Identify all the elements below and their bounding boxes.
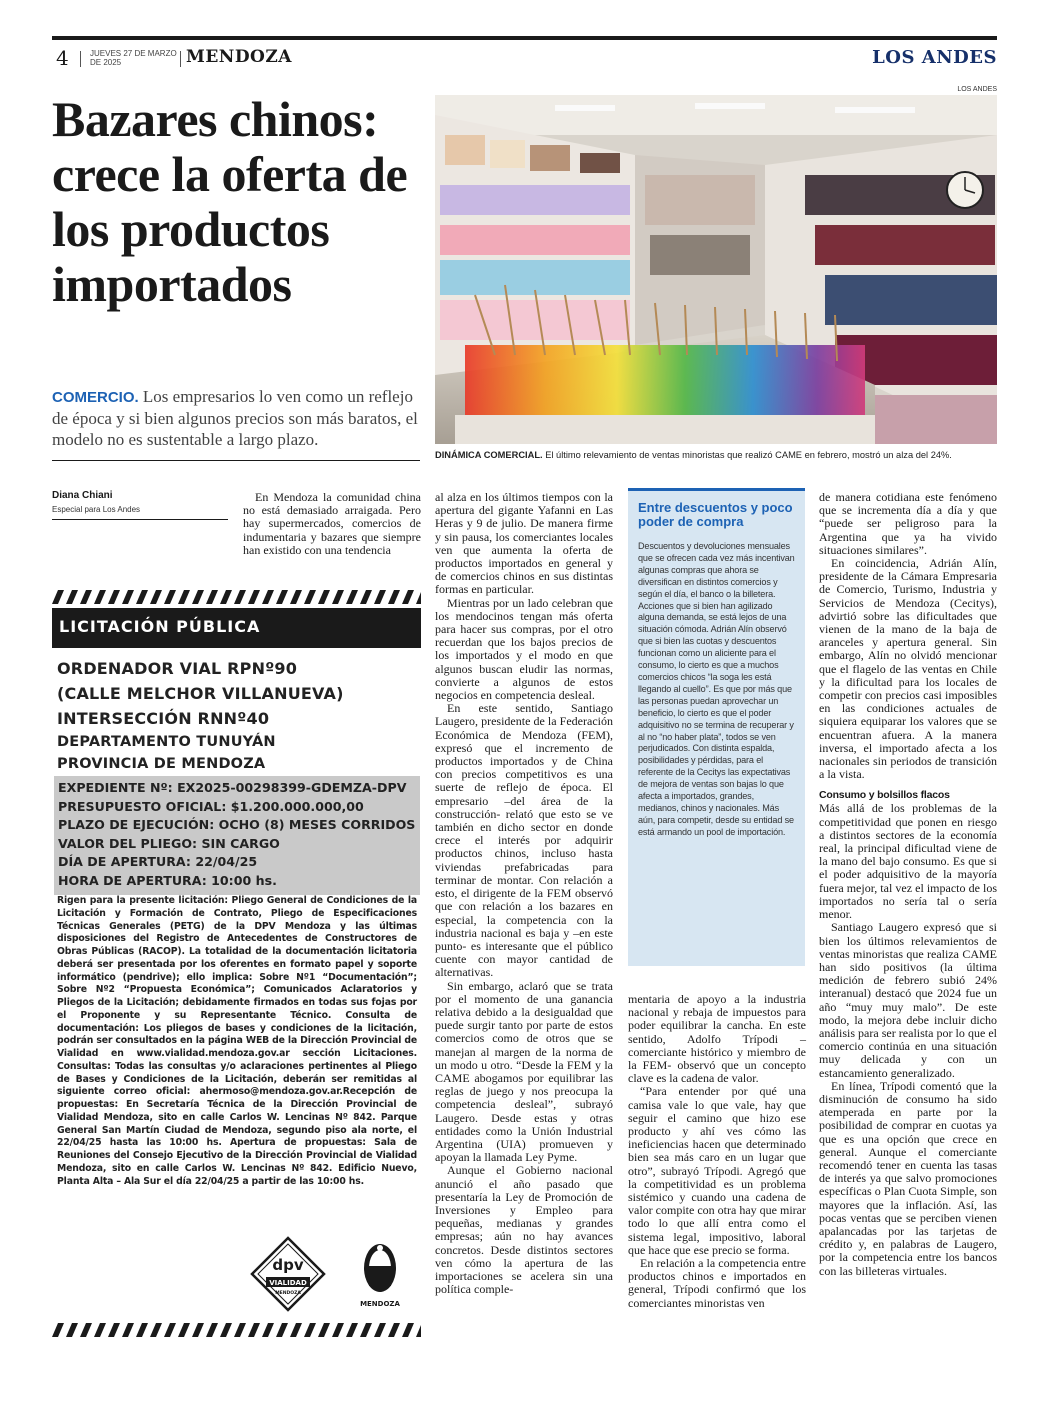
byline: [52, 490, 228, 520]
ad-stripe-top: [52, 590, 421, 604]
header-divider: [80, 51, 81, 67]
lead-rule: [52, 460, 420, 461]
dpv-logo-vialidad: VIALIDAD: [269, 1279, 307, 1287]
paragraph: “Para entender por qué una camisa vale lo que vale, hay que seguir el camino que hizo ese producto y ahí ves cómo las ineficiencias hacen que determinado bien sea más caro en un lugar que otro”, subrayó Trípodi. Agregó que la competitividad es un problema sistémico y cuando una cadena de valor compite con otra hay que mirar todo lo que allí entra como el sistema legal, impositivo, laboral que hace que ese precio se forma.: [628, 1084, 806, 1257]
ad-subheading-line: DEPARTAMENTO TUNUYÁN: [57, 734, 276, 750]
public-tender-ad: [52, 590, 421, 1339]
caption-text: El último relevamiento de ventas minoristas que realizó CAME en febrero, mostró un alza del 24%.: [545, 450, 952, 460]
ad-detail-line: HORA DE APERTURA: 10:00 hs.: [58, 872, 277, 888]
page-date: JUEVES 27 DE MARZO DE 2025: [90, 49, 177, 67]
article-column-4: [819, 491, 997, 1278]
gov-logo-label: MENDOZA: [360, 1300, 400, 1308]
ad-legal-text: Rigen para la presente licitación: Pliego General de Condiciones de la Licitación y Formación de Contrato, Pliego de Especificaciones Técnicas Generales (PETG) de la DPV Mendoza y las últimas disposiciones del Registro de Antecedentes de Constructores de Obras Públicas (RACOP). La totalidad de la documentación licitatoria deberá ser presentada por los oferentes en formato papel y soporte informático (pendrive); ello implica: Sobre Nº1 “Documentación”; Sobre Nº2 “Propuesta Económica”; Comunicados Aclaratorios y Pliegos de la Licitación; debidamente firmados en todas sus fojas por el Proponente y su Representante Técnico. Consulta de documentación: Los pliegos de bases y condiciones de la licitación, podrán ser consultados en la página WEB de la Dirección Provincial de Vialidad en www.vialidad.mendoza.gov.ar sección Licitaciones. Consultas: Todas las consultas y/o aclaraciones pertinentes al Pliego de Bases y Condiciones de la Licitación, deberán ser remitidas al siguiente correo oficial: ahermoso@mendoza.gov.ar.Recepción de propuestas: En Secretaría Técnica de la Dirección Provincial de Vialidad Mendoza, sito en calle Carlos W. Lencinas Nº 842. Parque General San Martín Ciudad de Mendoza, segundo piso ala norte, el 22/04/25 hasta las 10:00 hs. Apertura de propuestas: Sala de Reuniones del Consejo Ejecutivo de la Dirección Provincial de Vialidad Mendoza, sito en calle Carlos W. Lencinas Nº 842. Edificio Nuevo, Planta Alta – Ala Sur el día 22/04/25 a partir de las 10:00 hs.: [57, 895, 417, 1187]
paragraph: En Mendoza la comunidad china no está demasiado arraigada. Pero hay supermercados, comercios de indumentaria y bazares que siempre han existido con una tendencia: [243, 490, 421, 557]
ad-subheading-line: PROVINCIA DE MENDOZA: [57, 756, 266, 772]
ad-title: LICITACIÓN PÚBLICA: [52, 608, 421, 648]
paragraph: En este sentido, Santiago Laugero, presidente de la Federación Económica de Mendoza (FEM), expresó que el incremento de productos importados y de China con precios competitivos es una suerte de reflejo de época. El empresario –del área de la construcción- relató que esto se ve también en dicho sector en donde crece el interés por adquirir productos chinos, incluso hasta viviendas prefabricadas para terminar de montar. Con relación a esto, el dirigente de la FEM observó que con relación a los bazares en especial, la competencia con la industria nacional es baja y –en este punto- es interesante que el público cuente con mayor cantidad de alternativas.: [435, 701, 613, 980]
header-divider: [180, 51, 181, 67]
author-role: Especial para Los Andes: [52, 505, 141, 514]
lead-text: Los empresarios lo ven como un reflejo de época y si bien algunos precios son más baratos, el modelo no es sustentable a largo plazo.: [52, 387, 418, 449]
ad-detail-line: EXPEDIENTE Nº: EX2025-00298399-GDEMZA-DPV: [58, 780, 407, 795]
sidebar-title: Entre descuentos y poco poder de compra: [638, 500, 793, 529]
paragraph: al alza en los últimos tiempos con la apertura del gigante Yafanni en Las Heras y 9 de julio. De manera firme y sin pausa, los comerciantes locales ven que aumenta la oferta de productos importados en general y de comercios chinos en sus distintas formas en particular.: [435, 490, 613, 597]
paragraph: de manera cotidiana este fenómeno que se incrementa día a día y que “puede ser peligroso para la Argentina que ya ha vivido situaciones similares”.: [819, 490, 997, 557]
paragraph: mentaria de apoyo a la industria nacional y rebaja de impuestos para poder equilibrar la cancha. En este sentido, Adolfo Trípodi –comerciante histórico y miembro de la FEM- observó que un concepto clave es la cadena de valor.: [628, 992, 806, 1086]
ad-heading-line: ORDENADOR VIAL RPNº90: [57, 659, 298, 678]
sidebar-text: Descuentos y devoluciones mensuales que se ofrecen cada vez más incentivan algunas compras que ahora se diversifican en distintos comercios y según el día, el banco o la billetera. Acciones que si bien han agilizado alguna demanda, se está lejos de una situación cómoda. Adrián Alín observó que si bien las cuotas y descuentos funcionan como un aliciente para el consumo, lo cierto es que a muchos comercios chicos “la soga les está llegando al cuello”. Es que por más que las personas puedan aprovechar un beneficio, lo cierto es que el poder adquisitivo no se termina de recuperar y al no “no haber plata”, todos se ven perjudicados. Con distinta espalda, posibilidades y pérdidas, para el referente de la Cecitys las expectativas de mejora de ventas son bajas lo que afecta a importados, grandes, medianos, chinos y nacionales. Más aún, para competir, desde su entidad se está armando un pool de importación.: [638, 541, 795, 837]
newspaper-brand: LOS ANDES: [872, 47, 997, 68]
lead-kicker: COMERCIO.: [52, 389, 139, 406]
article-lead: [52, 386, 422, 450]
photo-credit: LOS ANDES: [957, 86, 997, 93]
article-column-3: [628, 993, 806, 1310]
store-photo: [435, 95, 997, 444]
dpv-logo-text: dpv: [272, 1256, 304, 1274]
ad-detail-line: PRESUPUESTO OFICIAL: $1.200.000.000,00: [58, 798, 364, 814]
paragraph: Mientras por un lado celebran que los mendocinos tengan más oferta para hacer sus compras, por el otro recuerdan que los bajos precios de los importados y el modo en que algunos buscan eludir las normas, convierte a algunos de estos negocios en competencia desleal.: [435, 595, 613, 703]
page-number: 4: [56, 46, 69, 70]
ad-heading-line: (CALLE MELCHOR VILLANUEVA): [57, 684, 344, 703]
ad-detail-line: DÍA DE APERTURA: 22/04/25: [58, 854, 258, 870]
paragraph: Más allá de los problemas de la competitividad que ponen en riesgo a distintos sectores de la economía real, la principal dificultad viene de la mano del bajo consumo. Es que si el poder adquisitivo de la mayoría fuera mejor, tal vez el impacto de los importados no sería tal o sería menor.: [819, 801, 997, 922]
paragraph: Sin embargo, aclaró que se trata por el momento de una ganancia relativa debido a la desigualdad que puede surgir tanto por parte de estos comercios como de otros que se manejan al margen de la norma de un modo u otro. “Desde la FEM y la CAME abogamos por equilibrar las reglas de juego y nos preocupa la competencia desleal”, subrayó Laugero. Desde estas y otras entidades como la Unión Industrial Argentina (UIA) promueven y apoyan la llamada Ley Pyme.: [435, 978, 613, 1165]
ad-details-box: [54, 776, 420, 895]
article-headline: Bazares chinos: crece la oferta de los productos importados: [52, 91, 408, 312]
article-column-2: [435, 491, 613, 1296]
ad-detail-line: PLAZO DE EJECUCIÓN: OCHO (8) MESES CORRIDOS: [58, 817, 416, 833]
caption-title: DINÁMICA COMERCIAL.: [435, 450, 543, 460]
sidebar-box: [628, 488, 805, 966]
ad-heading-line: INTERSECCIÓN RNNº40: [57, 709, 270, 728]
dpv-logo-mendoza: MENDOZA: [275, 1291, 301, 1296]
page-header: [52, 46, 997, 72]
paragraph: Aunque el Gobierno nacional anunció el año pasado que presentaría la Ley de Promoción de Inversiones y Empleo para pequeñas, medianas y grandes empresas; aún no hay avances concretos. Desde distintos sectores ven cómo la apertura de las importaciones se acelera sin una política comple-: [435, 1163, 613, 1297]
paragraph: En línea, Trípodi comentó que la disminución de consumo ha sido atemperada en parte por la posibilidad de comprar en cuotas ya que es una opción que crece en general. Aunque el comerciante recomendó tener en cuenta las tasas de interés ya que salvo promociones específicas o Plan Cuota Simple, son mayores que la inflación. Así, las pocas ventas que se perciben vienen apalancadas por las tarjetas de crédito y, en palabras de Laugero, por la competencia entre los bancos con las billeteras virtuales.: [819, 1078, 997, 1278]
top-rule: [52, 36, 997, 40]
paragraph: En relación a la competencia entre productos chinos e importados en general, Trípodi confirmó que los comerciantes minoristas ven: [628, 1256, 806, 1310]
article-column-1: [243, 491, 421, 557]
ad-logos: [250, 1236, 420, 1316]
article-subhead: Consumo y bolsillos flacos: [819, 789, 950, 802]
mendoza-coat-of-arms-icon: [360, 1244, 400, 1308]
paragraph: En coincidencia, Adrián Alín, presidente de la Cámara Empresaria de Comercio, Turismo, Industria y Servicios de Mendoza (Cecitys), advirtió sobre las dificultades que vienen de la mano de la baja de aranceles y apertura general. Sin embargo, Alín no olvidó mencionar que el flagelo de las ventas en Chile y la dificultad para los locales de competir con precios casi imposibles en las condiciones actuales de siquiera equiparar los valores que se encuentran afuera. A la manera inversa, el importado afecta a los nacionales sin periodos de transición a la vista.: [819, 556, 997, 782]
photo-caption: [435, 449, 997, 461]
ad-headings: [57, 656, 417, 775]
paragraph: Santiago Laugero expresó que si bien los últimos relevamientos de ventas minoristas que realiza CAME han sido positivos (la última medición de febrero subió 24% interanual) destacó que 2024 fue un año “muy muy malo”. De este modo, la mejora debe incluir dicho análisis para ser realista por lo que el comercio continúa en una situación muy delicada y con un estancamiento generalizado.: [819, 920, 997, 1080]
ad-stripe-bottom: [52, 1323, 421, 1337]
store-photo-illustration: [435, 95, 997, 444]
author-name: Diana Chiani: [52, 490, 113, 501]
dpv-vialidad-logo-icon: [252, 1238, 324, 1310]
section-name: MENDOZA: [186, 47, 292, 67]
ad-detail-line: VALOR DEL PLIEGO: SIN CARGO: [58, 835, 280, 851]
